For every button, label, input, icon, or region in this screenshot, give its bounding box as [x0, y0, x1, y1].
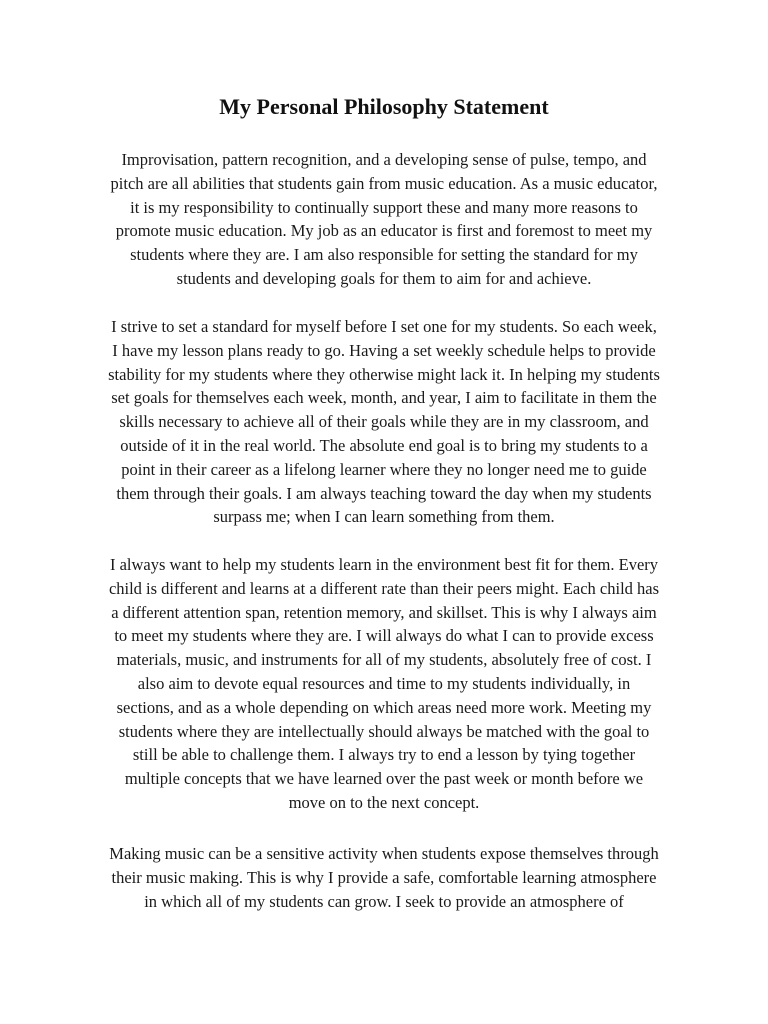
paragraph-line: students where they are intellectually should always be matched with the goal to: [118, 721, 650, 741]
paragraph-line: child is different and learns at a different rate than their peers might. Each child has: [108, 578, 660, 598]
paragraph-line: stability for my students where they otherwise might lack it. In helping my students: [108, 364, 660, 384]
paragraph-line: I have my lesson plans ready to go. Having a set weekly schedule helps to provide: [112, 340, 656, 360]
paragraph-line: I strive to set a standard for myself before I set one for my students. So each week,: [111, 317, 657, 336]
paragraph-line: move on to the next concept.: [288, 792, 480, 812]
paragraph-line: I always want to help my students learn in the environment best fit for them. Every: [109, 555, 659, 574]
paragraph-line: also aim to devote equal resources and time to my students individually, in: [137, 673, 631, 693]
paragraph-2: [86, 315, 682, 529]
paragraph-line: Improvisation, pattern recognition, and a developing sense of pulse, tempo, and: [121, 150, 647, 169]
paragraph-line: it is my responsibility to continually support these and many more reasons to: [130, 197, 638, 217]
paragraph-line: them through their goals. I am always teaching toward the day when my students: [116, 483, 652, 503]
paragraph-line: Making music can be a sensitive activity when students expose themselves through: [109, 844, 659, 863]
paragraph-line: their music making. This is why I provide a safe, comfortable learning atmosphere: [111, 867, 657, 887]
document-title: My Personal Philosophy Statement: [219, 94, 549, 119]
paragraph-line: pitch are all abilities that students gain from music education. As a music educator,: [110, 173, 658, 193]
paragraph-line: still be able to challenge them. I always try to end a lesson by tying together: [132, 745, 636, 765]
paragraph-line: to meet my students where they are. I will always do what I can to provide excess: [114, 626, 654, 646]
paragraph-line: skills necessary to achieve all of their goals while they are in my classroom, and: [119, 412, 649, 432]
paragraph-line: students and developing goals for them to aim for and achieve.: [176, 268, 592, 288]
paragraph-line: promote music education. My job as an educator is first and foremost to meet my: [115, 221, 653, 241]
paragraph-4: [86, 842, 682, 913]
paragraph-line: multiple concepts that we have learned over the past week or month before we: [124, 769, 644, 789]
paragraph-line: students where they are. I am also responsible for setting the standard for my: [130, 245, 638, 265]
paragraph-line: set goals for themselves each week, month, and year, I aim to facilitate in them the: [111, 388, 657, 408]
paragraph-line: point in their career as a lifelong learner where they no longer need me to guide: [121, 459, 647, 479]
paragraph-1: [86, 148, 682, 291]
paragraph-line: a different attention span, retention memory, and skillset. This is why I always aim: [111, 602, 657, 622]
paragraph-line: materials, music, and instruments for all of my students, absolutely free of cost. I: [116, 650, 652, 670]
paragraph-line: in which all of my students can grow. I seek to provide an atmosphere of: [144, 891, 624, 911]
paragraph-line: outside of it in the real world. The absolute end goal is to bring my students to a: [120, 435, 648, 455]
paragraph-3: [86, 553, 682, 815]
paragraph-line: surpass me; when I can learn something from them.: [213, 507, 555, 527]
paragraph-line: sections, and as a whole depending on which areas need more work. Meeting my: [116, 697, 652, 717]
